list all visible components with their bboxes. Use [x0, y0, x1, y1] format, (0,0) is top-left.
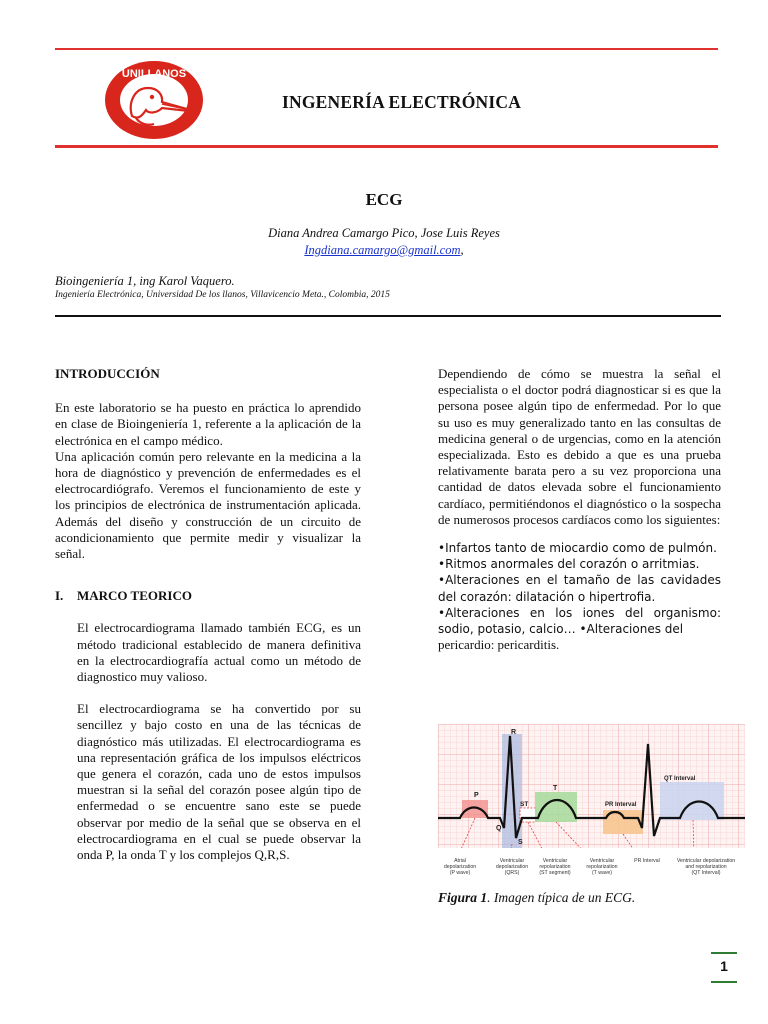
- bullet-list: [438, 540, 721, 637]
- figure-caption: [438, 890, 635, 906]
- legend-st-l2: repolarization: [539, 864, 571, 870]
- page-number-rule-top: [711, 952, 737, 954]
- section-paragraph-1: El electrocardiograma llamado también ECG, es un método tradicional establecido de manera definitiva en la electrocardiografía actual como un método de diagnostico muy valioso.: [77, 620, 361, 685]
- logo-text: UNILLANOS: [121, 68, 187, 80]
- legend-st-l1: Ventricular: [542, 858, 568, 864]
- email-suffix: ,: [460, 243, 464, 257]
- label-r: R: [511, 729, 517, 736]
- label-qt-interval: QT Interval: [664, 776, 696, 782]
- legend-qt-l2: and repolarization: [685, 864, 727, 870]
- legend-t-l2: repolarization: [586, 864, 618, 870]
- legend-qrs-l1: Ventricular: [499, 858, 525, 864]
- right-paragraph-1: Dependiendo de cómo se muestra la señal el especialista o el doctor podrá diagnosticar si es que la persona posee algún tipo de enfermedad. Por lo que su uso es muy generalizado tanto en las consultas de medicina general o de urgencias, como en la atención especializada. Esto es debido a que es una prueba relativamente barata pero a su vez proporciona una cantidad de datos elevada sobre el funcionamiento cardíaco, permitiéndonos el diagnóstico o la sospecha de numerosos procesos cardíacos como los siguientes:: [438, 366, 721, 527]
- section-number: I.: [55, 588, 64, 604]
- department-title: INGENERÍA ELECTRÓNICA: [282, 92, 522, 112]
- paper-title: ECG: [365, 190, 403, 209]
- legend-t-l1: Ventricular: [589, 858, 615, 864]
- section-title: MARCO TEORICO: [77, 588, 192, 604]
- label-st: ST: [520, 801, 529, 808]
- affiliation-line: Ingeniería Electrónica, Universidad De los llanos, Villavicencio Meta., Colombia, 2015: [55, 290, 390, 300]
- intro-paragraph-1: En este laboratorio se ha puesto en práctica lo aprendido en clase de Bioingeniería 1, referente a la aplicación de la electrónica en el campo médico.: [55, 400, 361, 448]
- legend-atrial-l1: Atrial: [454, 858, 466, 864]
- intro-heading: INTRODUCCIÓN: [55, 366, 160, 381]
- page-number: 1: [720, 958, 728, 974]
- header-bottom-rule: [55, 145, 718, 148]
- legend-t-l3: (T wave): [591, 870, 613, 876]
- legend-qrs-l2: depolarization: [495, 864, 529, 870]
- label-s: S: [518, 839, 523, 846]
- bullet-item: •Alteraciones en el tamaño de las cavidades del corazón: dilatación o hipertrofia.: [438, 573, 721, 604]
- course-line: Bioingeniería 1, ing Karol Vaquero.: [55, 274, 235, 288]
- intro-paragraph-2: Una aplicación común pero relevante en la medicina a la hora de diagnóstico y prevención de enfermedades es el electrocardiógrafo. Veremos el funcionamiento de este y los principios de electrónica de instrumentación aplicada. Además del diseño y construcción de un circuito de acondicionamiento que permite medir y visualizar la señal.: [55, 448, 361, 562]
- label-t: T: [553, 785, 558, 792]
- bullet-item: •Ritmos anormales del corazón o arritmias.: [438, 557, 700, 572]
- legend-qt-l1: Ventricular depolarization: [676, 858, 736, 864]
- legend-atrial-l2: depolarization: [443, 864, 477, 870]
- left-column: [55, 366, 361, 863]
- legend-qrs-l3: (QRS): [504, 870, 520, 876]
- label-p: P: [474, 792, 479, 799]
- section-heading: [55, 588, 361, 604]
- bullet-item: •Infartos tanto de miocardio como de pulmón.: [438, 541, 717, 556]
- qt-interval-region: [660, 782, 724, 820]
- label-q: Q: [496, 825, 502, 832]
- legend-qt-l3: (QT Interval): [691, 870, 721, 876]
- right-column: [438, 366, 721, 653]
- legend-pr-l1: PR Interval: [634, 858, 660, 864]
- ecg-figure: [438, 724, 745, 880]
- caption-text: . Imagen típica de un ECG.: [487, 890, 636, 905]
- caption-label: Figura 1: [438, 890, 488, 905]
- legend-st-l3: (ST segment): [539, 870, 571, 876]
- label-pr-interval: PR Interval: [605, 802, 637, 808]
- page-number-rule-bottom: [711, 981, 737, 983]
- university-logo: [102, 58, 206, 142]
- legend-atrial-l3: (P wave): [449, 870, 471, 876]
- title-bottom-rule: [55, 315, 721, 317]
- email-line: [0, 243, 768, 258]
- section-paragraph-2: El electrocardiograma se ha convertido por su sencillez y bajo costo en una de las técnicas de diagnóstico más utilizadas. El electrocardiograma es una representación gráfica de los impulsos eléctricos que genera el corazón, cada uno de estos impulsos muestran si la señal del corazón posee algún tipo de enfermedad o se encuentre sano este se puede observar por medio de la señal que se observa en el electrocardiograma en el cual se puede observar la onda P, la onda T y los complejos Q,R,S.: [77, 701, 361, 863]
- author-email-link[interactable]: Ingdiana.camargo@gmail.com: [304, 243, 461, 257]
- bullet-item: •Alteraciones en los iones del organismo: sodio, potasio, calcio… •Alteraciones del: [438, 605, 721, 637]
- bullet-tail: pericardio: pericarditis.: [438, 637, 560, 653]
- header-top-rule: [55, 48, 718, 50]
- authors: Diana Andrea Camargo Pico, Jose Luis Reyes: [268, 226, 500, 240]
